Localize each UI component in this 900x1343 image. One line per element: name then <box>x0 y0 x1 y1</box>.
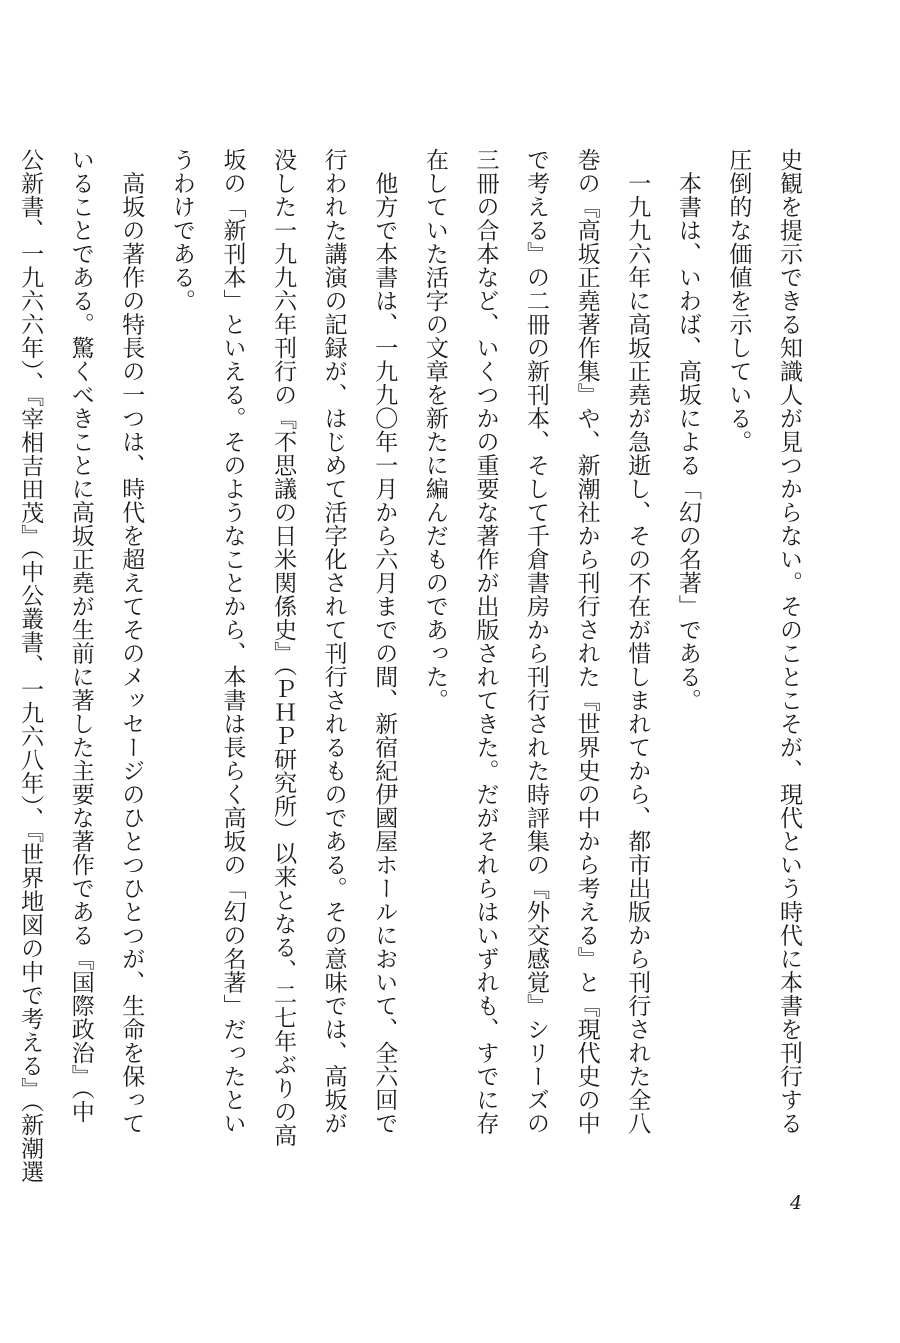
text-line: で考える』の二冊の新刊本、そして千倉書房から刊行された時評集の『外交感覚』シリーズの <box>523 148 550 1135</box>
text-line: いることである。驚くべきことに高坂正堯が生前に著した主要な著作である『国際政治』（中 <box>67 148 94 1124</box>
text-line: うわけである。 <box>168 148 195 313</box>
text-line: 行われた講演の記録が、はじめて活字化されて刊行されるものである。その意味では、高坂が <box>320 148 347 1135</box>
text-line: 坂の「新刊本」といえる。そのようなことから、本書は長らく高坂の「幻の名著」だったとい <box>219 148 246 1135</box>
text-line: 三冊の合本など、いくつかの重要な著作が出版されてきた。だがそれらはいずれも、すでに存 <box>472 148 499 1135</box>
text-line: 高坂の著作の特長の一つは、時代を超えてそのメッセージのひとつひとつが、生命を保って <box>118 148 145 1135</box>
text-line: 他方で本書は、一九九〇年一月から六月までの間、新宿紀伊國屋ホールにおいて、全六回で <box>371 148 398 1135</box>
text-line: 巻の『高坂正堯著作集』や、新潮社から刊行された『世界史の中から考える』と『現代史の中 <box>573 148 600 1135</box>
text-line: 没した一九九六年刊行の『不思議の日米関係史』（ＰＨＰ研究所）以来となる、二七年ぶりの高 <box>270 148 297 1147</box>
text-line: 在していた活字の文章を新たに編んだものであった。 <box>421 148 448 712</box>
text-line: 公新書、一九六六年）、『宰相吉田茂』（中公叢書、一九六八年）、『世界地図の中で考える』（新潮選 <box>17 148 44 1184</box>
text-line <box>0 148 5 1148</box>
body-text <box>17 148 814 1184</box>
text-line: 史観を提示できる知識人が見つからない。そのことこそが、現代という時代に本書を刊行する <box>776 148 802 1135</box>
text-line: 本書は、いわば、高坂による「幻の名著」である。 <box>674 148 701 712</box>
page-number: 4 <box>790 1192 803 1214</box>
text-line: 圧倒的な価値を示している。 <box>725 148 752 454</box>
text-line: 一九九六年に高坂正堯が急逝し、その不在が惜しまれてから、都市出版から刊行された全八 <box>624 148 651 1135</box>
